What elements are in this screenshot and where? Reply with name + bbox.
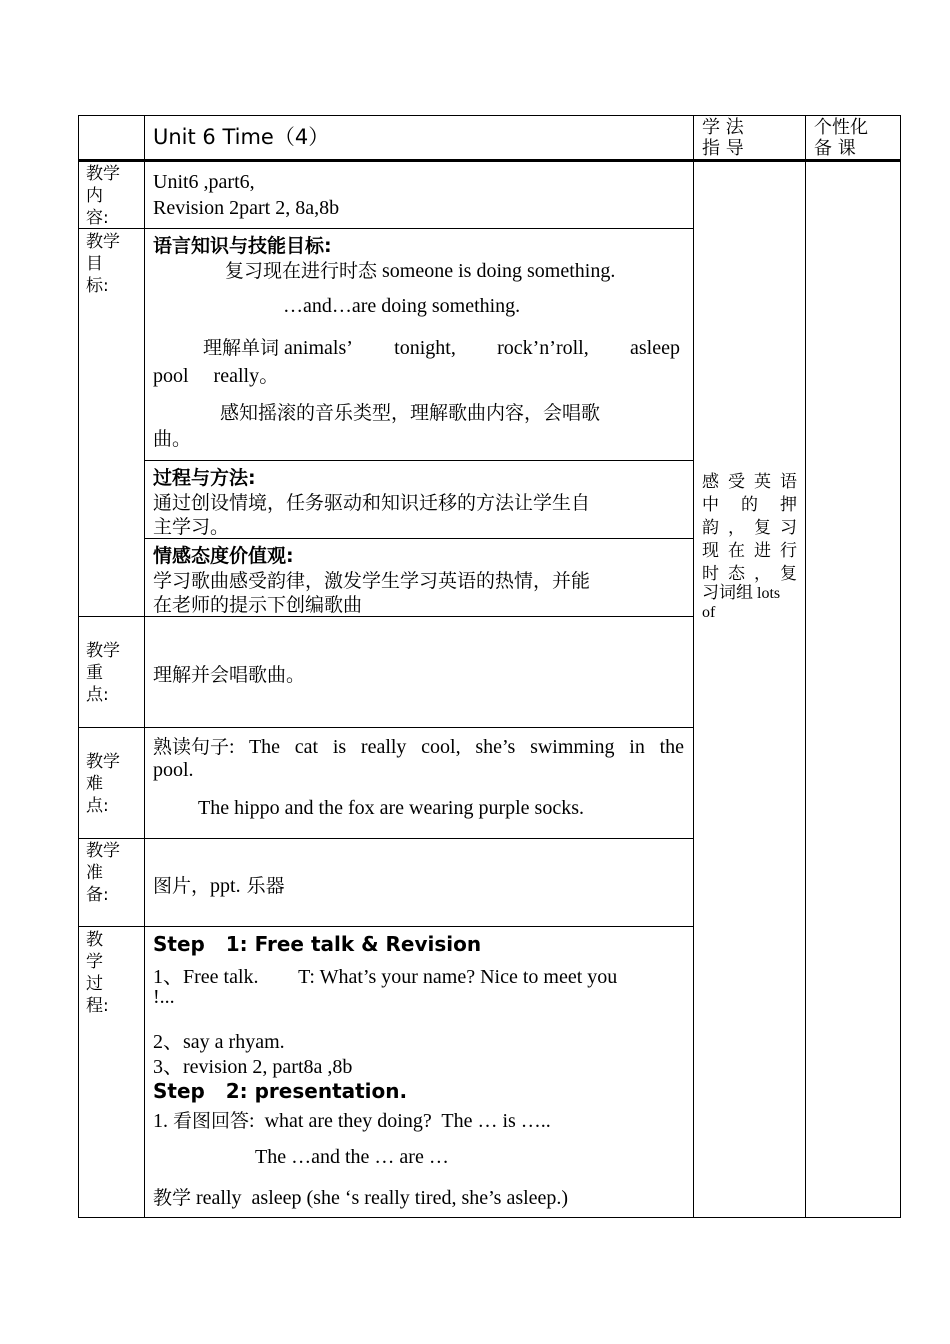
vline-right: [900, 115, 901, 1218]
preparation-label-1: 教学: [86, 841, 120, 861]
knowledge-word-1: animals’: [284, 337, 353, 359]
knowledge-line-1-cn: 复习现在进行时态: [225, 260, 378, 282]
knowledge-line-1: [225, 256, 615, 283]
lesson-title: Unit 6 Time（4）: [153, 125, 330, 149]
method-guide-header-1: 学 法: [702, 117, 744, 138]
method-guide-line-4: 现在进行: [702, 541, 797, 561]
keypoints-label-1: 教学: [86, 641, 120, 661]
preparation-label-3: 备:: [86, 885, 109, 905]
preparation-text: 图片，ppt. 乐器: [153, 875, 285, 897]
personal-prep-header-2: 备 课: [814, 138, 856, 159]
vline-method: [693, 115, 694, 1218]
preparation-label-2: 准: [86, 863, 103, 883]
process-label-1: 教: [86, 930, 103, 950]
difficulties-label-1: 教学: [86, 752, 120, 772]
step1-item-1-cont: !...: [153, 986, 175, 1008]
personal-prep-header-1: 个性化: [814, 117, 868, 138]
method-guide-line-2: 中的押: [702, 495, 797, 515]
keypoints-label-3: 点:: [86, 685, 109, 705]
knowledge-line-2: …and…are doing something.: [283, 295, 521, 317]
goals-label-1: 教学: [86, 232, 120, 252]
hline-knowledge-bottom: [144, 460, 694, 461]
hline-preparation-bottom: [78, 926, 694, 927]
step2-teach-line: 教学 really asleep (she ‘s really tired, she’s asleep.): [153, 1187, 569, 1209]
step2-item-1: 1. 看图回答: what are they doing? The … is …..: [153, 1110, 551, 1132]
step2-item-1-cont: The …and the … are …: [255, 1146, 449, 1168]
method-guide-line-1: 感受英语: [702, 472, 797, 492]
emotion-title: 情感态度价值观:: [153, 545, 294, 567]
step1-item-2: 2、say a rhyam.: [153, 1031, 285, 1053]
hline-content-bottom: [78, 228, 694, 229]
step1-title: Step 1: Free talk & Revision: [153, 932, 482, 956]
goals-label-3: 标:: [86, 276, 109, 296]
difficulties-line-2: pool.: [153, 759, 194, 781]
hline-header-bottom: [78, 159, 901, 162]
process-method-line-1: 通过创设情境，任务驱动和知识迁移的方法让学生自: [153, 492, 591, 514]
method-guide-line-6: 习词组 lots: [702, 583, 781, 603]
knowledge-word-2: tonight,: [394, 337, 456, 359]
difficulties-line-1: 熟读句子 : The cat is really cool, she’s swimming in the: [153, 736, 684, 758]
keypoints-text: 理解并会唱歌曲。: [153, 664, 306, 686]
knowledge-words-cn: 理解单词: [203, 337, 280, 359]
hline-difficulties-bottom: [78, 838, 694, 839]
difficulties-label-2: 难: [86, 774, 103, 794]
method-guide-line-5: 时态，复: [702, 564, 797, 584]
difficulties-line-3: The hippo and the fox are wearing purple socks.: [198, 797, 584, 819]
knowledge-line-4: 感知摇滚的音乐类型，理解歌曲内容，会唱歌: [220, 402, 601, 424]
emotion-line-1: 学习歌曲感受韵律，激发学生学习英语的热情，并能: [153, 570, 591, 592]
hline-top: [78, 115, 901, 116]
keypoints-label-2: 重: [86, 663, 103, 683]
process-method-title: 过程与方法:: [153, 467, 256, 489]
vline-left: [78, 115, 79, 1218]
vline-label: [144, 115, 145, 1218]
step1-item-3: 3、revision 2, part8a ,8b: [153, 1056, 353, 1078]
content-line-2: Revision 2part 2, 8a,8b: [153, 197, 340, 219]
method-guide-line-7: of: [702, 604, 716, 621]
knowledge-line-3-cont: pool really。: [153, 365, 280, 387]
knowledge-word-3: rock’n’roll,: [497, 337, 589, 359]
step2-title: Step 2: presentation.: [153, 1079, 408, 1103]
process-method-line-2: 主学习。: [153, 516, 230, 538]
process-label-2: 学: [86, 952, 103, 972]
method-guide-header-2: 指 导: [702, 138, 744, 159]
vline-personal: [805, 115, 806, 1218]
knowledge-line-3: [203, 333, 680, 360]
method-guide-line-3: 韵，复习: [702, 518, 797, 538]
step1-item-1: 1、Free talk. T: What’s your name? Nice to meet you: [153, 966, 618, 988]
goals-label-2: 目: [86, 254, 103, 274]
content-line-1: Unit6 ,part6,: [153, 171, 255, 193]
content-label-3: 容:: [86, 208, 109, 228]
process-label-4: 程:: [86, 996, 109, 1016]
knowledge-title: 语言知识与技能目标:: [153, 235, 332, 257]
process-label-3: 过: [86, 974, 103, 994]
emotion-line-2: 在老师的提示下创编歌曲: [153, 594, 363, 616]
content-label-1: 教学: [86, 164, 120, 184]
hline-keypoints-bottom: [78, 727, 694, 728]
knowledge-line-4-cont: 曲。: [153, 428, 192, 450]
hline-bottom: [78, 1217, 901, 1218]
content-label-2: 内: [86, 186, 103, 206]
difficulties-label-3: 点:: [86, 796, 109, 816]
knowledge-word-4: asleep: [630, 337, 680, 359]
knowledge-line-1-en: someone is doing something.: [377, 260, 616, 282]
